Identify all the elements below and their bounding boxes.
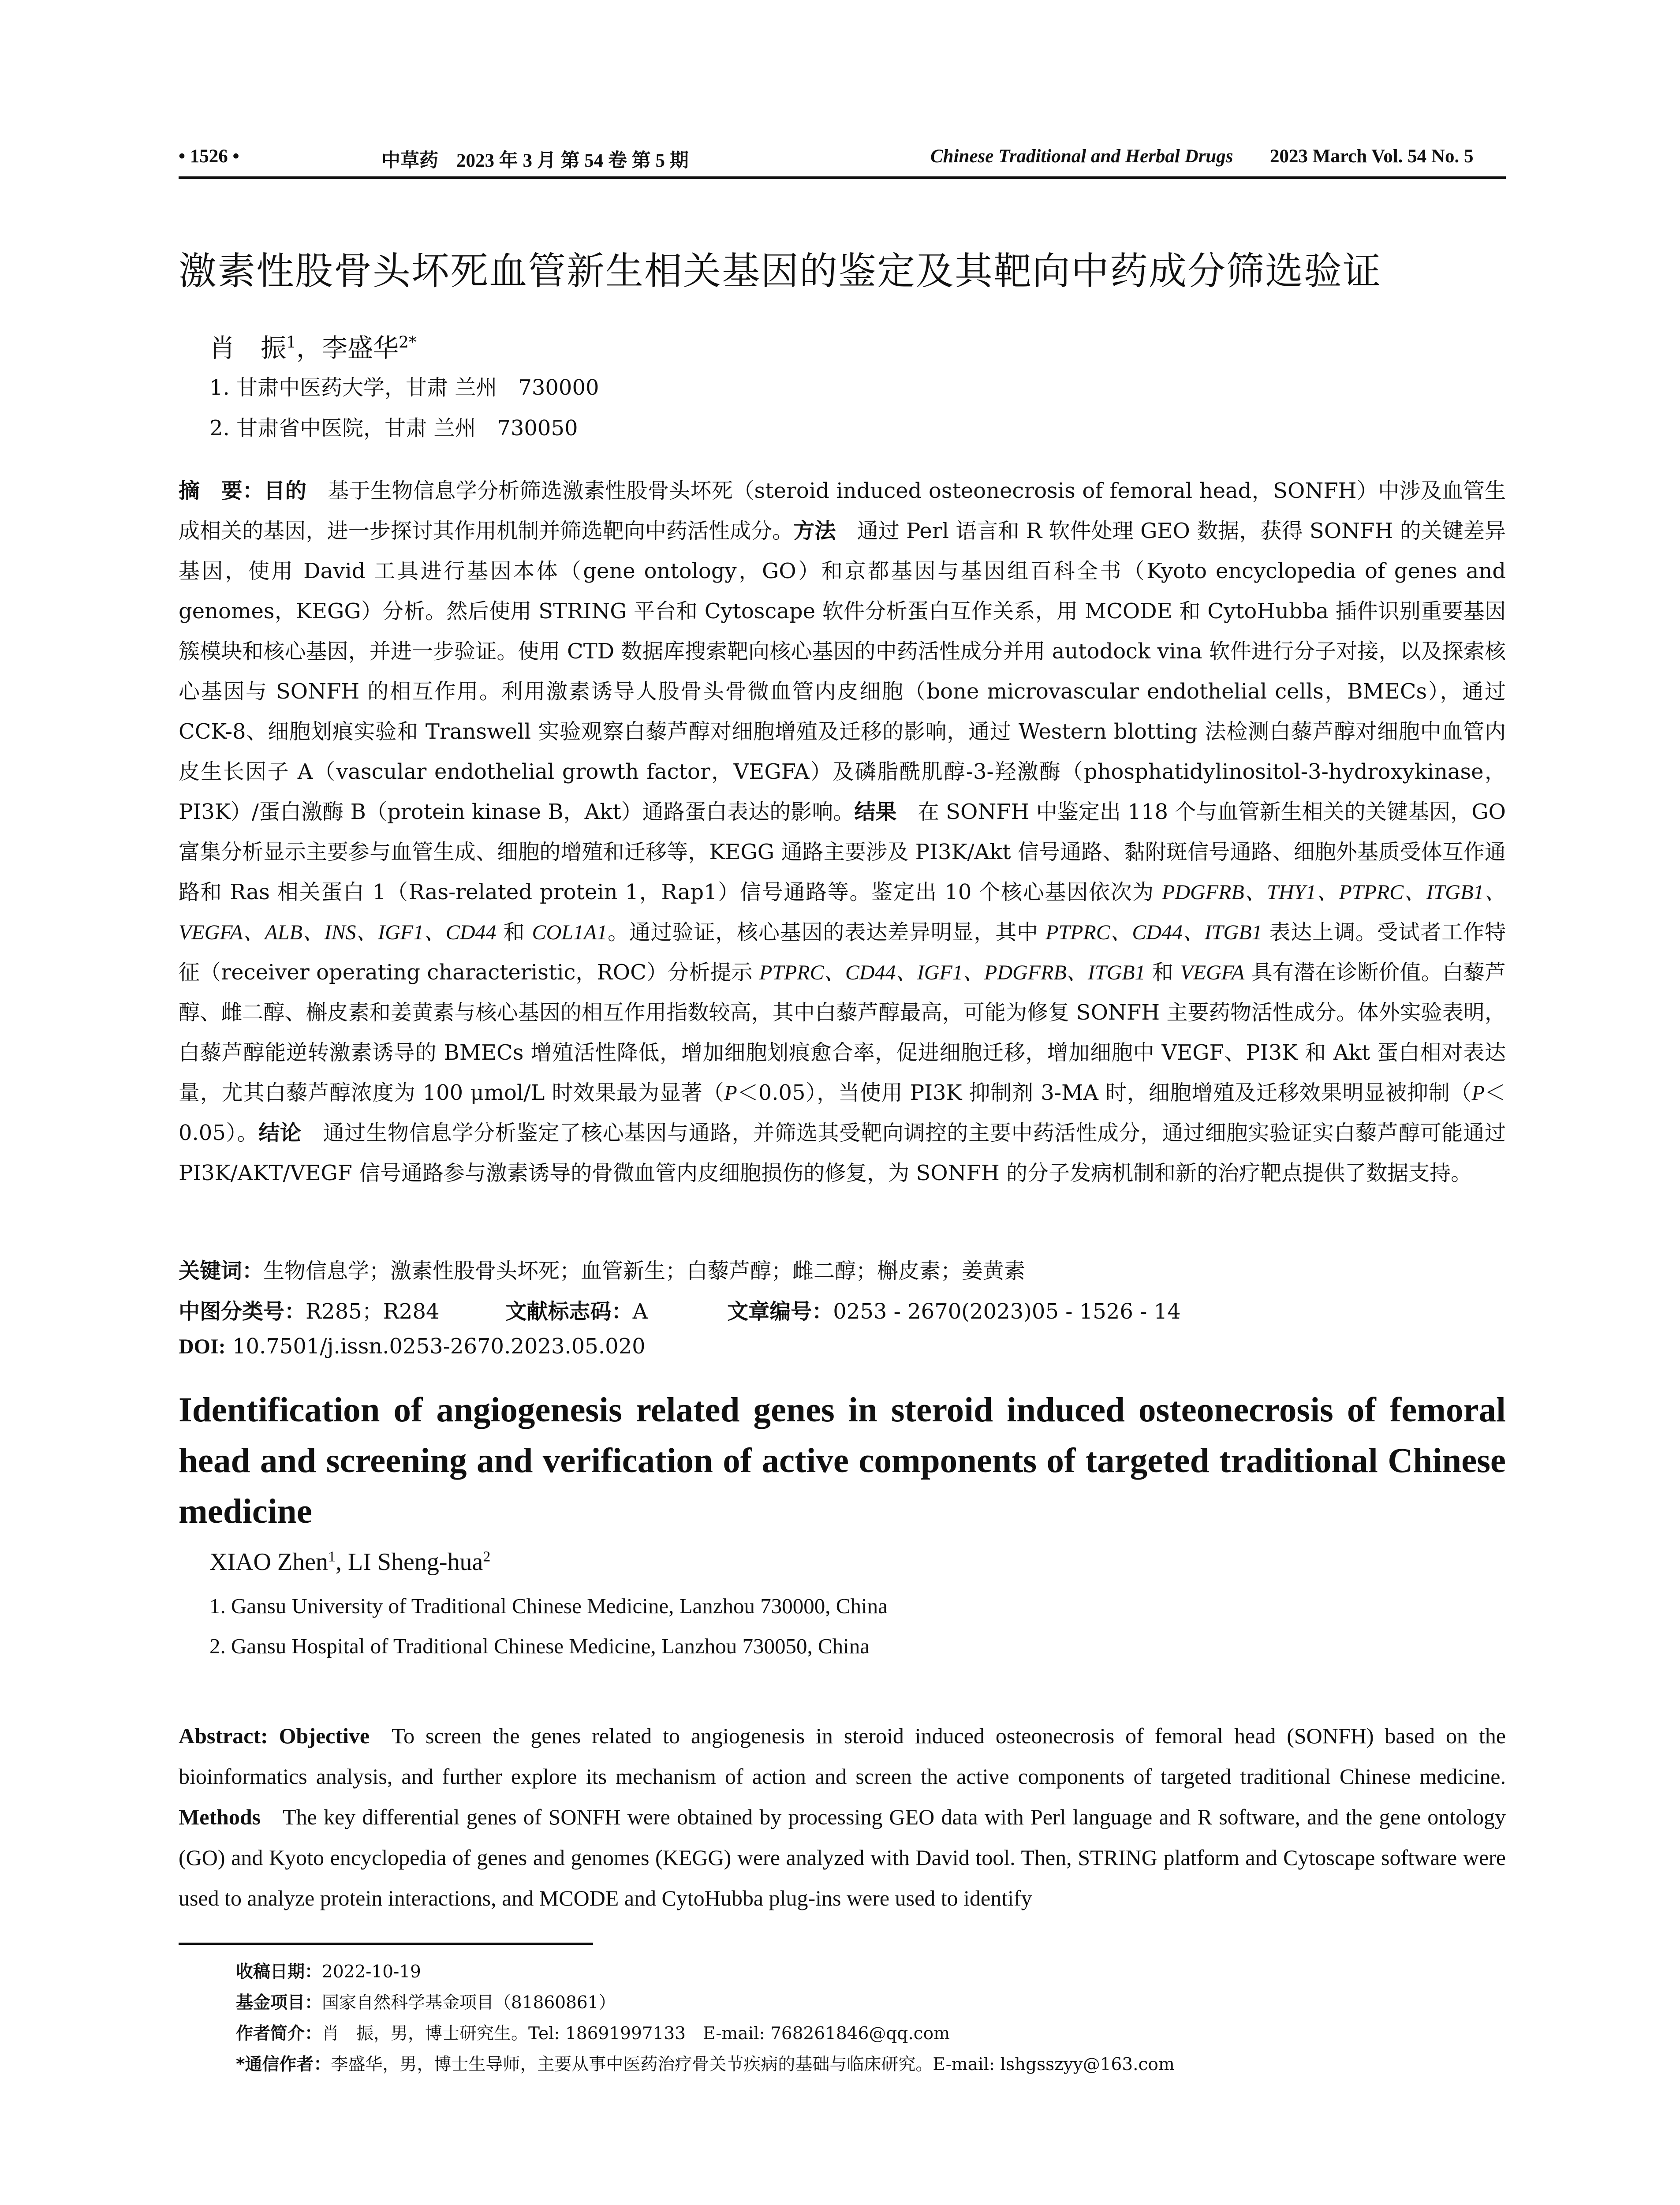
page-number: • 1526 • [179,146,239,167]
methods-text-en: The key differential genes of SONFH were obtained by processing GEO data with Perl language and R software, and the gene ontology (GO) and Kyoto encyclopedia of genes and genomes (KEGG) were analyzed with David tool. Then, STRING platform and Cytoscape software were used to analyze protein interactions, and MCODE and CytoHubba plug-ins were used to identify [179,1805,1506,1910]
objective-label: 目的 [264,478,307,503]
author-1-en: XIAO Zhen [209,1548,329,1576]
author-2-en: LI Sheng-hua [348,1548,483,1576]
fund-label: 基金项目： [236,1993,322,2013]
conjunction-and: 和 [1145,960,1180,985]
results-text-c: 表达上调。受试者工作特征（receiver operating characteristic，ROC）分析提示 [179,920,1506,985]
footnote-received [236,1958,421,1983]
received-label: 收稿日期： [236,1962,322,1982]
clc-label: 中图分类号： [179,1299,306,1324]
received-date: 2022-10-19 [322,1962,421,1982]
methods-label-en: Methods [179,1805,261,1829]
corresponding-text: 李盛华，男，博士生导师，主要从事中医药治疗骨关节疾病的基础与临床研究。E-mail: lshgsszyy@163.com [331,2055,1175,2074]
footnote-corresponding [236,2051,1175,2075]
results-label: 结果 [854,800,897,824]
core-genes-list: PDGFRB、THY1、PTPRC、ITGB1、VEGFA、ALB、INS、IGF1、CD44 [179,881,1506,944]
p-value-symbol: P [1471,1081,1485,1105]
doc-code-label: 文献标志码： [505,1299,633,1324]
author-2-cn: 李盛华 [321,333,399,363]
journal-name-en: Chinese Traditional and Herbal Drugs [930,146,1233,167]
results-text-a: 在 SONFH 中鉴定出 118 个与血管新生相关的关键基因，GO 富集分析显示主要参与血管生成、细胞的增殖和迁移等，KEGG 通路主要涉及 PI3K/Akt 信号通路、黏附斑信号通路、细胞外基质受体互作通路和 Ras 相关蛋白 1（Ras-related protein 1，Rap1）信号通路等。鉴定出 10 个核心基因依次为 [179,800,1506,904]
footnote-divider [179,1943,593,1945]
corresponding-label: *通信作者： [236,2055,331,2074]
conclusion-text: 通过生物信息学分析鉴定了核心基因与通路，并筛选其受靶向调控的主要中药活性成分，通过细胞实验证实白藜芦醇可能通过 PI3K/AKT/VEGF 信号通路参与激素诱导的骨微血管内皮细胞损伤的修复，为 SONFH 的分子发病机制和新的治疗靶点提供了数据支持。 [179,1121,1506,1185]
author-2-affil-mark-en: 2 [483,1548,491,1565]
affiliation-cn-2: 2. 甘肃省中医院，甘肃 兰州 730050 [209,416,578,441]
roc-genes: PTPRC、CD44、IGF1、PDGFRB、ITGB1 [759,961,1146,984]
results-text-d: 具有潜在诊断价值。白藜芦醇、雌二醇、槲皮素和姜黄素与核心基因的相互作用指数较高，其中白藜芦醇最高，可能为修复 SONFH 主要药物活性成分。体外实验表明，白藜芦醇能逆转激素诱导的 BMECs 增殖活性降低，增加细胞划痕愈合率，促进细胞迁移，增加细胞中 VEGF、PI3K 和 Akt 蛋白相对表达量，尤其白藜芦醇浓度为 100 μmol/L 时效果最为显著（ [179,960,1506,1105]
objective-text: 基于生物信息学分析筛选激素性股骨头坏死（steroid induced osteonecrosis of femoral head，SONFH）中涉及血管生成相关的基因，进一步探讨其作用机制并筛选靶向中药活性成分。 [179,478,1506,543]
article-number-value: 0253 - 2670(2023)05 - 1526 - 14 [833,1299,1181,1324]
author-separator: ， [296,333,322,363]
keywords-cn [179,1254,1025,1284]
results-text-e: ＜0.05），当使用 PI3K 抑制剂 3-MA 时，细胞增殖及迁移效果明显被抑制（ [737,1080,1472,1105]
keywords-text: 生物信息学；激素性股骨头坏死；血管新生；白藜芦醇；雌二醇；槲皮素；姜黄素 [263,1259,1026,1283]
p-value-symbol: P [724,1081,737,1105]
abstract-label-en: Abstract: [179,1723,268,1748]
gene-vegfa: VEGFA [1180,961,1245,984]
author-bio-text: 肖 振，男，博士研究生。Tel: 18691997133 E-mail: 768261846@qq.com [322,2024,950,2044]
fund-text: 国家自然科学基金项目（81860861） [322,1993,616,2013]
upregulated-genes: PTPRC、CD44、ITGB1 [1045,921,1262,944]
issue-date-cn: 2023 年 3 月 第 54 卷 第 5 期 [456,150,689,171]
footnote-fund [236,1989,616,2014]
author-2-affil-mark: 2* [398,333,417,352]
results-text-f: ＜0.05）。 [179,1080,1506,1145]
abstract-cn [179,471,1506,1193]
author-bio-label: 作者简介： [236,2024,322,2044]
article-title-cn: 激素性股骨头坏死血管新生相关基因的鉴定及其靶向中药成分筛选验证 [179,249,1381,293]
author-1-affil-mark-en: 1 [328,1548,336,1565]
authors-en [209,1548,490,1576]
author-1-affil-mark: 1 [286,333,296,352]
conclusion-label: 结论 [258,1121,302,1145]
affiliation-en-1: 1. Gansu University of Traditional Chinese Medicine, Lanzhou 730000, China [209,1594,888,1618]
author-1-cn: 肖 振 [209,333,287,363]
doi-value[interactable]: 10.7501/j.issn.0253-2670.2023.05.020 [232,1334,646,1359]
author-separator-en: , [336,1548,348,1576]
journal-name-cn: 中草药 [381,150,438,171]
issue-date-en: 2023 March Vol. 54 No. 5 [1270,146,1474,167]
abstract-label: 摘 要： [179,478,264,503]
clc-value: R285；R284 [306,1299,440,1324]
authors-cn [209,327,417,364]
objective-text-en: To screen the genes related to angiogenesis in steroid induced osteonecrosis of femoral head (SONFH) based on the bioinformatics analysis, and further explore its mechanism of action and screen the active components of targeted traditional Chinese medicine. [179,1723,1506,1789]
keywords-label: 关键词： [179,1259,264,1283]
objective-label-en: Objective [279,1723,370,1748]
conjunction-and: 和 [496,920,532,945]
affiliation-cn-1: 1. 甘肃中医药大学，甘肃 兰州 730000 [209,375,599,400]
footnote-author-bio [236,2020,950,2044]
affiliation-en-2: 2. Gansu Hospital of Traditional Chinese Medicine, Lanzhou 730050, China [209,1634,870,1658]
article-title-en: Identification of angiogenesis related genes in steroid induced osteonecrosis of femoral head and screening and verification of active components of targeted traditional Chinese medicine [179,1391,1506,1531]
running-header [179,146,1506,179]
doc-code-value: A [632,1299,648,1324]
classification-line [179,1294,1181,1325]
results-text-b: 。通过验证，核心基因的表达差异明显，其中 [607,920,1046,945]
methods-label: 方法 [793,519,836,543]
article-number-label: 文章编号： [727,1299,833,1324]
gene-col1a1: COL1A1 [532,921,608,944]
abstract-en [179,1715,1506,1918]
doi-label: DOI: [179,1335,226,1358]
doi-line [179,1334,646,1359]
methods-text: 通过 Perl 语言和 R 软件处理 GEO 数据，获得 SONFH 的关键差异基因，使用 David 工具进行基因本体（gene ontology，GO）和京都基因与基因组百科全书（Kyoto encyclopedia of genes and genomes，KEGG）分析。然后使用 STRING 平台和 Cytoscape 软件分析蛋白互作关系，用 MCODE 和 CytoHubba 插件识别重要基因簇模块和核心基因，并进一步验证。使用 CTD 数据库搜索靶向核心基因的中药活性成分并用 autodock vina 软件进行分子对接，以及探索核心基因与 SONFH 的相互作用。利用激素诱导人股骨头骨微血管内皮细胞（bone microvascular endothelial cells，BMECs），通过 CCK-8、细胞划痕实验和 Transwell 实验观察白藜芦醇对细胞增殖及迁移的影响，通过 Western blotting 法检测白藜芦醇对细胞中血管内皮生长因子 A（vascular endothelial growth factor，VEGFA）及磷脂酰肌醇-3-羟激酶（phosphatidylinositol-3-hydroxykinase，PI3K）/蛋白激酶 B（protein kinase B，Akt）通路蛋白表达的影响。 [179,519,1506,824]
